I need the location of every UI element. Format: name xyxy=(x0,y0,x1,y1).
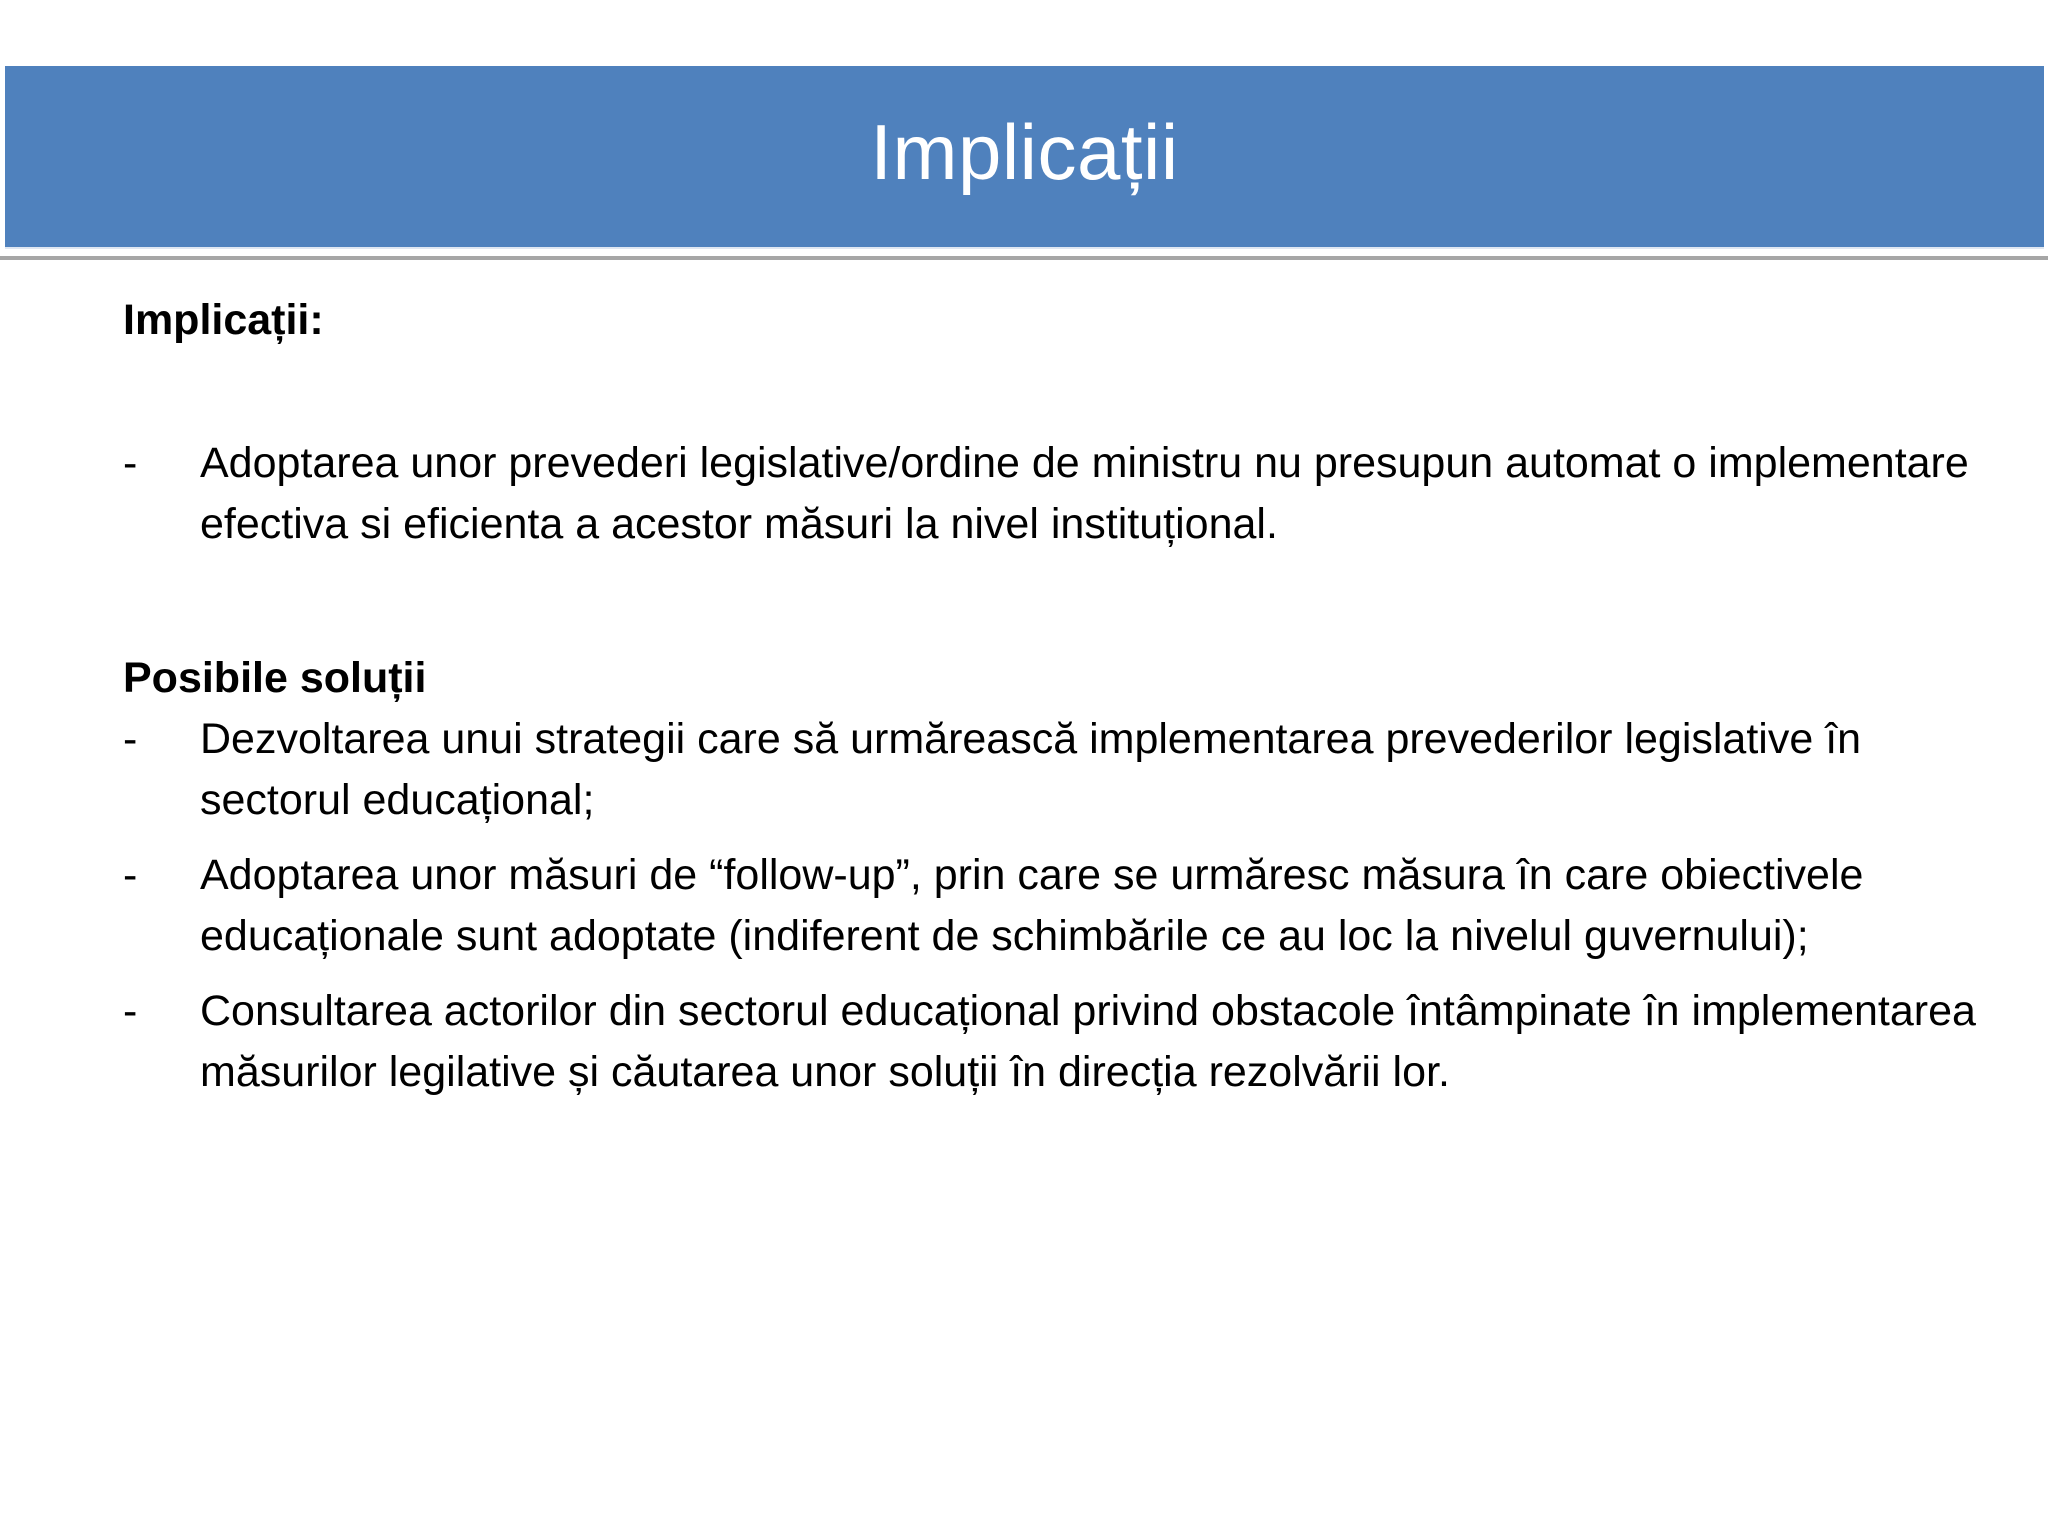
solution-item xyxy=(123,845,2003,967)
spacer xyxy=(123,967,2003,981)
implication-text: Adoptarea unor prevederi legislative/ordine de ministru nu presupun automat o implementare efectiva si eficienta a acestor măsuri la nivel instituțional. xyxy=(200,439,1969,548)
solution-text: Consultarea actorilor din sectorul educațional privind obstacole întâmpinate în implementarea măsurilor legilative și căutarea unor soluții în direcția rezolvării lor. xyxy=(200,987,1976,1096)
title-divider xyxy=(0,256,2048,260)
solution-item xyxy=(123,709,2003,831)
dash-bullet: - xyxy=(123,439,138,487)
dash-bullet: - xyxy=(123,715,138,763)
slide-body xyxy=(123,290,2003,1103)
spacer xyxy=(123,831,2003,845)
dash-bullet: - xyxy=(123,851,138,899)
slide-title: Implicații xyxy=(870,108,1179,196)
solution-item xyxy=(123,981,2003,1103)
spacer xyxy=(123,555,2003,648)
dash-bullet: - xyxy=(123,987,138,1035)
solution-text: Dezvoltarea unui strategii care să urmărească implementarea prevederilor legislative în sectorul educațional; xyxy=(200,715,1862,824)
solutions-heading: Posibile soluții xyxy=(123,654,427,702)
spacer xyxy=(123,351,2003,433)
slide-title-bar xyxy=(5,66,2044,247)
implications-heading: Implicații: xyxy=(123,296,324,344)
implication-item xyxy=(123,433,2003,555)
solution-text: Adoptarea unor măsuri de “follow-up”, prin care se urmăresc măsura în care obiectivele educaționale sunt adoptate (indiferent de schimbările ce au loc la nivelul guvernului); xyxy=(200,851,1864,960)
